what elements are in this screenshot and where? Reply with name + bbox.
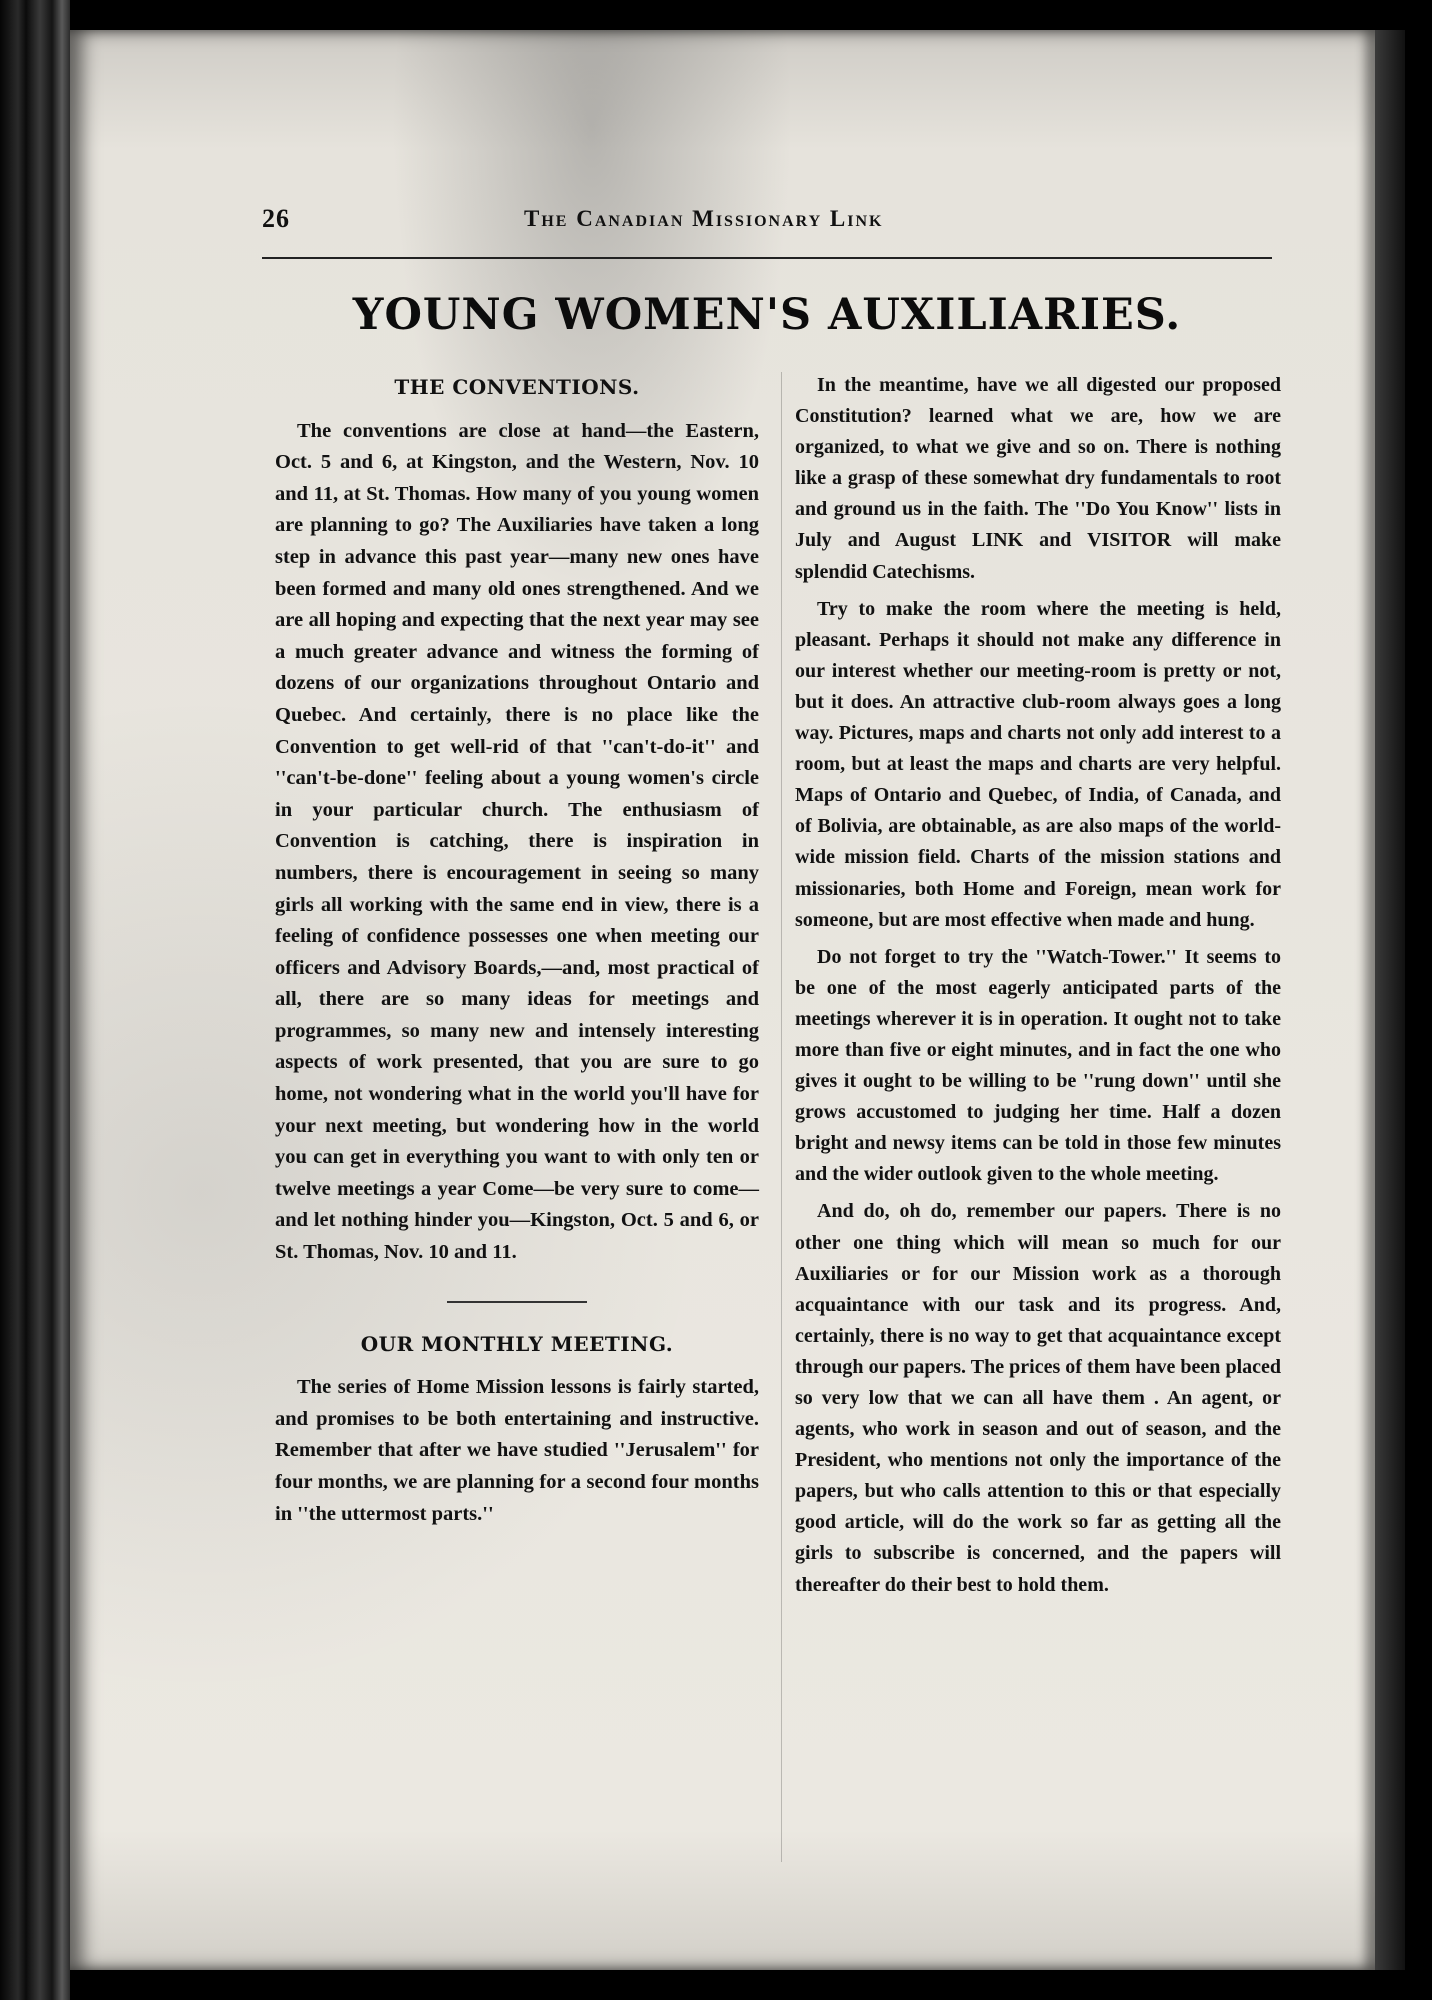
section-heading-monthly-meeting: OUR MONTHLY MEETING. <box>360 1331 674 1356</box>
section-divider <box>447 1301 587 1303</box>
left-column <box>275 372 759 1530</box>
page-edge <box>1375 30 1405 1970</box>
column-divider <box>781 372 782 1862</box>
page-header <box>262 204 1272 244</box>
paragraph-meeting-room: Try to make the room where the meeting is held, pleasant. Perhaps it should not make any difference in our interest whether our meeting-room is pretty or not, but it does. An attractive club-room always goes a long way. Pictures, maps and charts not only add interest to a room, but at least the maps and charts are very helpful. Maps of Ontario and Quebec, of India, of Canada, and of Bolivia, are obtainable, as are also maps of the world-wide mission field. Charts of the mission stations and missionaries, both Home and Foreign, mean work for someone, but are most effective when made and hung. <box>795 597 1281 931</box>
running-title: The Canadian Missionary Link <box>524 206 884 231</box>
article-title: YOUNG WOMEN'S AUXILIARIES. <box>352 290 1182 340</box>
right-column <box>795 370 1281 1607</box>
paragraph-conventions: The conventions are close at hand—the Eastern, Oct. 5 and 6, at Kingston, and the Western, Nov. 10 and 11, at St. Thomas. How many of you young women are planning to go? The Auxiliaries have taken a long step in advance this past year—many new ones have been formed and many old ones strengthened. And we are all hoping and expecting that the next year may see a much greater advance and witness the forming of dozens of our organizations throughout Ontario and Quebec. And certainly, there is no place like the Convention to get well-rid of that ''can't-do-it'' and ''can't-be-done'' feeling about a young women's circle in your particular church. The enthusiasm of Convention is catching, there is inspiration in numbers, there is encouragement in seeing so many girls all working with the same end in view, there is a feeling of confidence possesses one when meeting our officers and Advisory Boards,—and, most practical of all, there are so many ideas for meetings and programmes, so many new and intensely interesting aspects of work presented, that you are sure to go home, not wondering what in the world you'll have for your next meeting, but wondering how in the world you can get in everything you want to with only ten or twelve meetings a year Come—be very sure to come—and let nothing hinder you—Kingston, Oct. 5 and 6, or St. Thomas, Nov. 10 and 11. <box>275 419 759 1264</box>
header-rule <box>262 257 1272 259</box>
paragraph-constitution: In the meantime, have we all digested our proposed Constitution? learned what we are, how we are organized, to what we give and so on. There is nothing like a grasp of these somewhat dry fundamentals to root and ground us in the faith. The ''Do You Know'' lists in July and August LINK and VISITOR will make splendid Catechisms. <box>795 374 1281 583</box>
paragraph-watch-tower: Do not forget to try the ''Watch-Tower.'' It seems to be one of the most eagerly anticipated parts of the meetings wherever it is in operation. It ought not to take more than five or eight minutes, and in fact the one who gives it ought to be willing to be ''rung down'' until she grows accustomed to judging her time. Half a dozen bright and newsy items can be told in those few minutes and the wider outlook given to the whole meeting. <box>795 945 1281 1186</box>
paragraph-papers: And do, oh do, remember our papers. There is no other one thing which will mean so much for our Auxiliaries or for our Mission work as a thorough acquaintance with our task and its progress. And, certainly, there is no way to get that acquaintance except through our papers. The prices of them have been placed so very low that we can all have them . An agent, or agents, who work in season and out of season, and the President, who mentions not only the importance of the papers, but who calls attention to this or that especially good article, will do the work so far as getting all the girls to subscribe is concerned, and the papers will thereafter do their best to hold them. <box>795 1200 1281 1596</box>
book-binding <box>0 0 70 2000</box>
paragraph-monthly-meeting: The series of Home Mission lessons is fairly started, and promises to be both entertaining and instructive. Remember that after we have studied ''Jerusalem'' for four months, we are planning for a second four months in ''the uttermost parts.'' <box>275 1376 759 1525</box>
page-number: 26 <box>262 204 290 233</box>
section-heading-conventions: THE CONVENTIONS. <box>394 375 640 399</box>
